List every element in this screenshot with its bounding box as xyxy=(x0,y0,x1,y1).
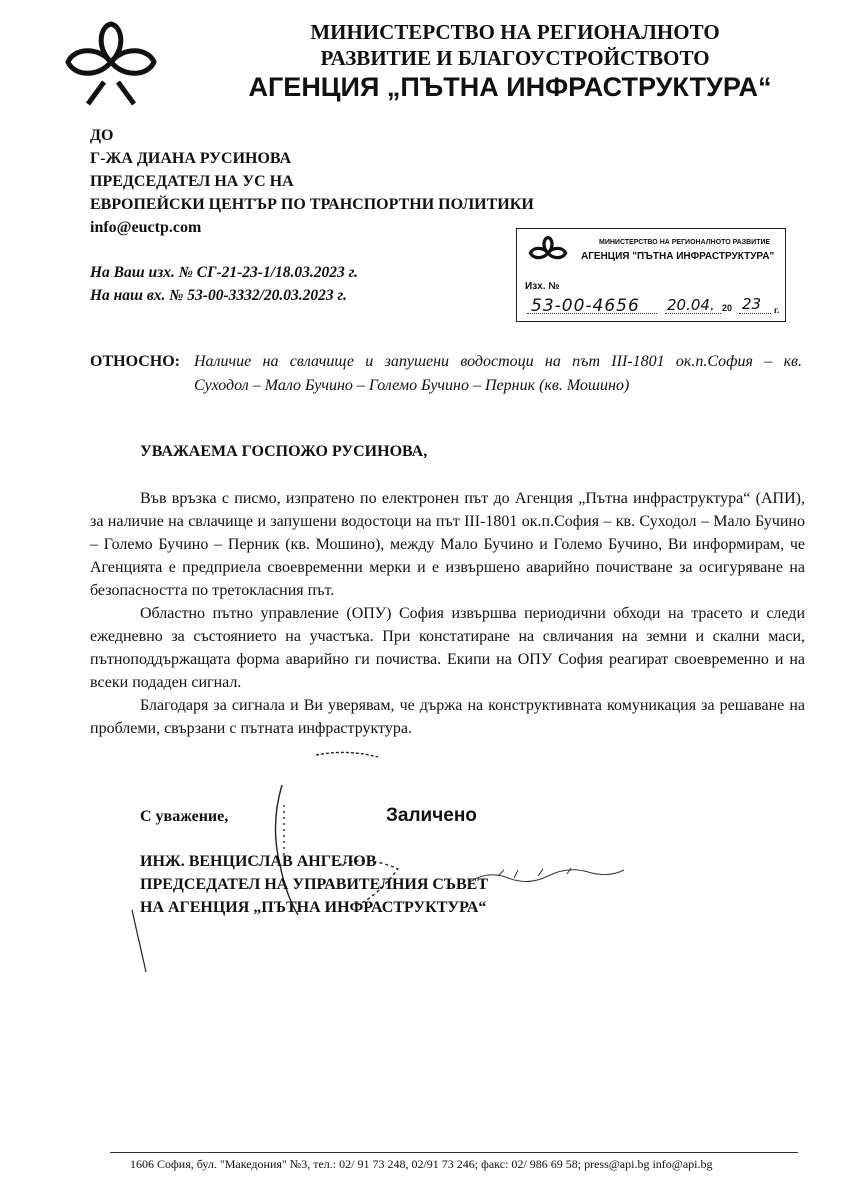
stamp-label: Изх. № xyxy=(525,281,560,292)
stamp-date: 20.04. xyxy=(667,296,715,314)
redacted-signature: Заличено xyxy=(386,805,477,826)
addressee-email: info@euctp.com xyxy=(90,219,202,236)
body-paragraph: Благодаря за сигнала и Ви уверявам, че държа на конструктивната комуникация за решаване на проблеми, свързани с пътната инфраструктура. xyxy=(90,697,805,737)
footer-divider xyxy=(110,1152,798,1153)
stamp-agency: АГЕНЦИЯ "ПЪТНА ИНФРАСТРУКТУРА" xyxy=(581,251,775,262)
stamp-year: 23 xyxy=(742,295,762,313)
subject-line2: Суходол – Мало Бучино – Големо Бучино – Перник (кв. Мошино) xyxy=(194,377,630,394)
handwritten-note xyxy=(468,862,628,890)
signer-name: ИНЖ. ВЕНЦИСЛАВ АНГЕЛОВ xyxy=(140,853,377,870)
our-reference: На наш вх. № 53-00-3332/20.03.2023 г. xyxy=(90,287,347,304)
body-paragraph: Областно пътно управление (ОПУ) София извършва периодични обходи на трасето и следи ежедневно за състоянието на участъка. При констатиране на свличания на земни и скални маси, пътноподдържащата форма аварийно ги почиства. Екипи на ОПУ София реагират своевременно и на всеки подаден сигнал. xyxy=(90,605,805,691)
ministry-name-line2: РАЗВИТИЕ И БЛАГОУСТРОЙСТВОТО xyxy=(320,46,710,70)
body-paragraph: Във връзка с писмо, изпратено по електронен път до Агенция „Пътна инфраструктура“ (АПИ), за наличие на свлачище и запушени водостоци на път III-1801 ок.п.София – кв. Суходол – Мало Бучино – Големо Бучино – Перник (кв. Мошино), между Мало Бучино и Големо Бучино, Ви информирам, че Агенцията е предприела своевременни мерки и е извършено аварийно почистване за осигуряване на безопасността по третокласния път. xyxy=(90,490,805,599)
addressee-organization: ЕВРОПЕЙСКИ ЦЕНТЪР ПО ТРАНСПОРТНИ ПОЛИТИКИ xyxy=(90,196,534,213)
signer-title: ПРЕДСЕДАТЕЛ НА УПРАВИТЕЛНИЯ СЪВЕТ xyxy=(140,876,489,893)
stamp-year-suffix: г. xyxy=(774,305,780,315)
footer-contacts: 1606 София, бул. "Македония" №3, тел.: 02/ 91 73 248, 02/91 73 246; факс: 02/ 986 69 58; press@api.bg info@api.bg xyxy=(130,1157,713,1171)
stamp-year-prefix: 20 xyxy=(722,303,733,313)
closing-regards: С уважение, xyxy=(140,808,229,825)
ministry-name-line1: МИНИСТЕРСТВО НА РЕГИОНАЛНОТО xyxy=(310,20,720,44)
addressee-name: Г-ЖА ДИАНА РУСИНОВА xyxy=(90,150,292,167)
addressee-position: ПРЕДСЕДАТЕЛ НА УС НА xyxy=(90,173,294,190)
subject-line1: Наличие на свлачище и запушени водостоци на път III-1801 ок.п.София – кв. xyxy=(194,353,802,370)
agency-name: АГЕНЦИЯ „ПЪТНА ИНФРАСТРУКТУРА“ xyxy=(248,72,772,102)
your-reference: На Ваш изх. № СГ-21-23-1/18.03.2023 г. xyxy=(90,264,359,281)
signer-organization: НА АГЕНЦИЯ „ПЪТНА ИНФРАСТРУКТУРА“ xyxy=(140,899,487,916)
agency-logo xyxy=(58,18,164,106)
stamp-number: 53-00-4656 xyxy=(531,296,640,316)
greeting: УВАЖАЕМА ГОСПОЖО РУСИНОВА, xyxy=(140,443,428,460)
stamp-logo-icon xyxy=(525,235,571,271)
outgoing-stamp xyxy=(516,228,786,322)
addressee-to: ДО xyxy=(90,127,114,144)
subject-label: ОТНОСНО: xyxy=(90,353,180,370)
stamp-ministry: МИНИСТЕРСТВО НА РЕГИОНАЛНОТО РАЗВИТИЕ xyxy=(599,239,771,246)
